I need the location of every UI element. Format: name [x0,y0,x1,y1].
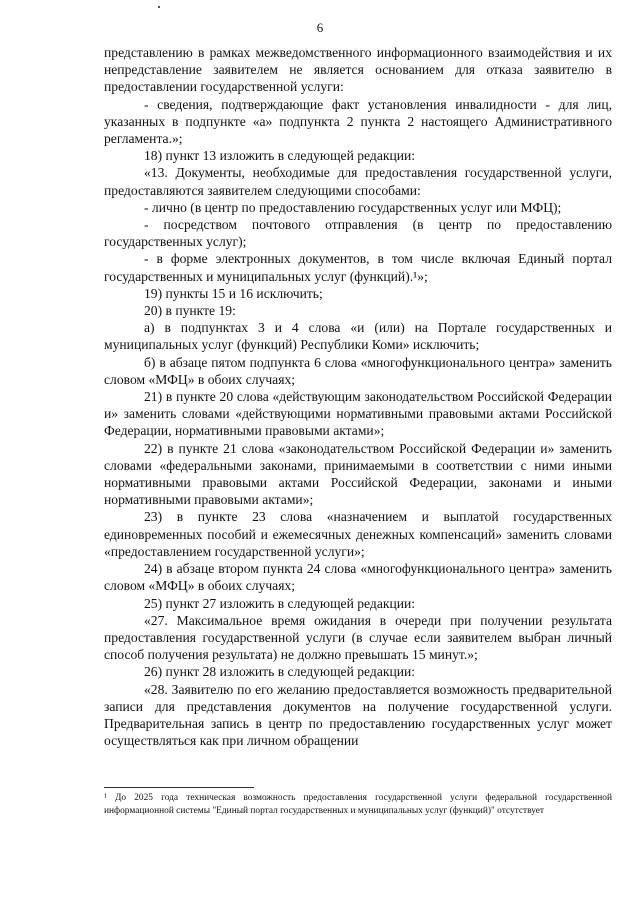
paragraph: 25) пункт 27 изложить в следующей редакции: [144,595,416,611]
paragraph: «27. Максимальное время ожидания в очереди при получении результата предоставления государственной услуги (в случае если заявителем выбран личный способ получения результата) не должно превышать 15 минут.»; [104,612,612,663]
paragraph: - в форме электронных документов, в том числе включая Единый портал государственных и муниципальных услуг (функций).¹»; [104,251,612,284]
paragraph: б) в абзаце пятом подпункта 6 слова «многофункционального центра» заменить словом «МФЦ» в обоих случаях; [104,354,612,387]
paragraph: 18) пункт 13 изложить в следующей редакции: [144,148,416,164]
paragraph: - лично (в центр по предоставлению государственных услуг или МФЦ); [144,199,562,215]
paragraph: - посредством почтового отправления (в центр по предоставлению государственных услуг); [104,217,612,250]
paragraph: - сведения, подтверждающие факт установления инвалидности - для лиц, указанных в подпункте «а» подпункта 2 пункта 2 настоящего Административного регламента.»; [104,96,612,147]
paragraph: 24) в абзаце втором пункта 24 слова «многофункционального центра» заменить словом «МФЦ» в обоих случаях; [104,561,612,594]
paragraph: «13. Документы, необходимые для предоставления государственной услуги, предоставляются заявителем следующими способами: [104,165,612,198]
paragraph: представлению в рамках межведомственного информационного взаимодействия и их непредставление заявителем не является основанием для отказа заявителю в предоставлении государственной услуги: [104,45,612,95]
paragraph: 22) в пункте 21 слова «законодательством Российской Федерации и» заменить словами «федеральными законами, принимаемыми в соответствии с ними иными нормативными правовыми актами Российской Федерации, законами и иными нормативными правовыми актами»; [104,440,612,508]
paragraph: 23) в пункте 23 слова «назначением и выплатой государственных единовременных пособий и ежемесячных денежных компенсаций» заменить словами «предоставлением государственной услуги»; [104,509,612,559]
footnote: ¹ До 2025 года техническая возможность предоставления государственной услуги федеральной государственной информационной системы "Единый портал государственных и муниципальных услуг (функций)" отсутствует [104,793,612,816]
document-body [104,44,612,749]
paragraph: 21) в пункте 20 слова «действующим законодательством Российской Федерации и» заменить словами «действующими нормативными правовыми актами Российской Федерации, нормативными правовыми актами»; [104,389,612,439]
paragraph: 26) пункт 28 изложить в следующей редакции: [144,664,416,680]
paragraph: 19) пункты 15 и 16 исключить; [144,285,323,301]
page-number: 6 [316,20,324,35]
scan-speck [158,6,160,8]
paragraph: 20) в пункте 19: [144,303,236,319]
paragraph: «28. Заявителю по его желанию предоставляется возможность предварительной записи для представления документов на получение государственной услуги. Предварительная запись в центр по предоставлению государственных услуг может осуществляться как при личном обращении [104,681,612,749]
footnote-separator [104,787,254,788]
paragraph: а) в подпунктах 3 и 4 слова «и (или) на Портале государственных и муниципальных услуг (функций) Республики Коми» исключить; [104,320,612,353]
